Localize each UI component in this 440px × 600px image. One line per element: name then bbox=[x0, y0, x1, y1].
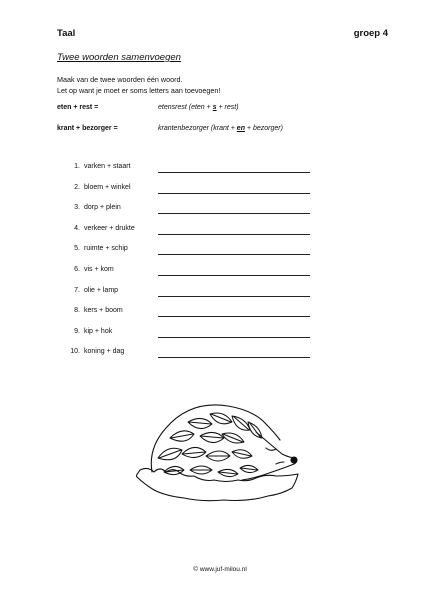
exercise-row bbox=[70, 245, 320, 257]
exercise-words: vis + kom bbox=[84, 266, 114, 273]
exercise-words: koning + dag bbox=[84, 348, 125, 356]
answer-line[interactable] bbox=[158, 193, 310, 194]
answer-line[interactable] bbox=[158, 254, 310, 255]
exercise-words: olie + lamp bbox=[84, 286, 119, 294]
subject-label: Taal bbox=[57, 28, 76, 39]
exercise-words: ruimte + schip bbox=[84, 245, 128, 253]
example-answer: krantenbezorger (krant + en + bezorger) bbox=[158, 125, 283, 132]
exercise-number: 4. bbox=[74, 224, 80, 232]
example-question: eten + rest = bbox=[57, 104, 99, 111]
answer-line[interactable] bbox=[158, 296, 310, 297]
answer-line[interactable] bbox=[158, 213, 310, 214]
example-answer: etensrest (eten + s + rest) bbox=[158, 104, 239, 111]
example-question: krant + bezorger = bbox=[57, 125, 118, 132]
exercise-row bbox=[70, 307, 320, 319]
exercise-number: 5. bbox=[74, 245, 80, 253]
exercise-number: 8. bbox=[74, 307, 80, 315]
hedgehog-with-leaves-illustration bbox=[136, 392, 306, 502]
exercise-number: 1. bbox=[74, 163, 80, 170]
exercise-row bbox=[70, 287, 320, 299]
answer-line[interactable] bbox=[158, 275, 310, 276]
group-label: groep 4 bbox=[353, 28, 388, 39]
instruction-line: Let op want je moet er soms letters aan toevoegen! bbox=[57, 86, 221, 95]
exercise-number: 10. bbox=[70, 348, 80, 356]
answer-line[interactable] bbox=[158, 357, 310, 358]
exercise-row bbox=[70, 163, 320, 175]
answer-line[interactable] bbox=[158, 234, 310, 235]
exercise-row bbox=[70, 204, 320, 216]
exercise-row bbox=[70, 266, 320, 278]
exercise-words: dorp + plein bbox=[84, 204, 121, 212]
exercise-row bbox=[70, 184, 320, 196]
exercise-words: varken + staart bbox=[84, 163, 131, 170]
exercise-number: 3. bbox=[74, 204, 80, 212]
exercise-words: bloem + winkel bbox=[84, 183, 131, 191]
exercise-number: 7. bbox=[74, 286, 80, 294]
exercise-row bbox=[70, 225, 320, 237]
instructions bbox=[57, 74, 220, 96]
answer-line[interactable] bbox=[158, 337, 310, 338]
answer-line[interactable] bbox=[158, 172, 310, 173]
exercise-words: kip + hok bbox=[84, 327, 113, 335]
exercise-number: 6. bbox=[74, 266, 80, 273]
instruction-line: Maak van de twee woorden één woord. bbox=[57, 75, 183, 84]
answer-line[interactable] bbox=[158, 316, 310, 317]
copyright-footer: © www.juf-milou.nl bbox=[193, 566, 247, 573]
worksheet-title: Twee woorden samenvoegen bbox=[57, 52, 181, 63]
exercise-words: kers + boom bbox=[84, 307, 123, 315]
exercise-number: 2. bbox=[74, 183, 80, 191]
exercise-words: verkeer + drukte bbox=[84, 224, 135, 232]
exercise-row bbox=[70, 328, 320, 340]
exercise-row bbox=[70, 348, 320, 360]
exercise-number: 9. bbox=[74, 327, 80, 335]
